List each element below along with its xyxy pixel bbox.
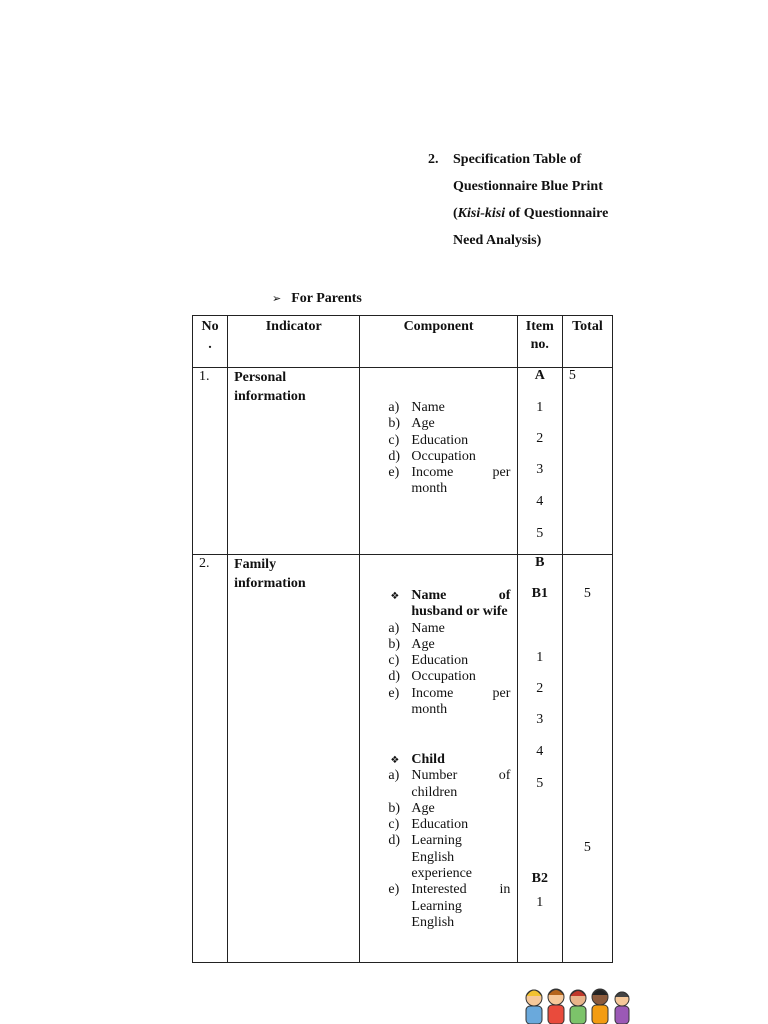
table-header-row: [193, 316, 613, 368]
cell-item-no: B B1 1 2 3 4 5 B2 1: [517, 555, 562, 963]
cell-total: 5: [562, 368, 612, 555]
list-item: a) Number of children: [388, 768, 511, 800]
list-item: c) Education: [388, 432, 469, 448]
section-number: 2.: [428, 152, 439, 167]
cell-no: 1.: [193, 368, 228, 555]
table-row: [193, 555, 613, 963]
cell-component: [360, 555, 517, 963]
list-item: d) Occupation: [388, 448, 476, 464]
list-item: c) Education: [388, 817, 469, 833]
component-list: [388, 400, 510, 498]
list-item: a) Name: [388, 400, 445, 415]
list-item: e) Income per month: [388, 465, 511, 497]
arrow-bullet-icon: ➢: [272, 292, 282, 305]
child-figure: [570, 990, 586, 1024]
header-no: No .: [193, 316, 228, 368]
cell-indicator: Family information: [228, 555, 360, 963]
group-title: ❖ Child: [388, 752, 510, 768]
header-item-no: Item no.: [517, 316, 562, 368]
group-title: ❖ Name of husband or wife: [390, 588, 511, 620]
list-item: d) Learning English experience: [388, 833, 473, 882]
list-item: a) Name: [388, 620, 445, 636]
cell-item-no: A 1 2 3 4 5: [517, 368, 562, 555]
header-indicator: Indicator: [228, 316, 360, 368]
list-item: e) Income per month: [388, 685, 511, 718]
children-clipart-icon: [520, 982, 636, 1024]
list-item: d) Occupation: [388, 669, 476, 685]
subheading: [272, 291, 362, 307]
heading-line-3-rest: of Questionnaire: [505, 206, 609, 221]
section-heading: [428, 146, 658, 254]
diamond-bullet-icon: ❖: [390, 591, 400, 602]
cell-indicator: Personal information: [228, 368, 360, 555]
heading-line-4: Need Analysis): [453, 233, 542, 248]
cell-component: [360, 368, 517, 555]
component-group-child: [388, 752, 510, 931]
table-row: [193, 368, 613, 555]
cell-total: 5 5: [562, 555, 612, 963]
child-figure: [615, 992, 629, 1024]
diamond-bullet-icon: ❖: [390, 755, 400, 766]
paren-open: (: [453, 206, 458, 221]
heading-line-3: [453, 200, 658, 227]
list-item: b) Age: [388, 416, 435, 432]
subheading-text: For Parents: [291, 291, 362, 306]
component-group-spouse: [388, 588, 510, 718]
list-item: b) Age: [388, 636, 435, 652]
child-figure: [526, 990, 542, 1024]
heading-italic-term: Kisi-kisi: [457, 206, 506, 221]
list-item: b) Age: [388, 800, 435, 816]
heading-line-2: Questionnaire Blue Print: [453, 179, 603, 194]
cell-no: 2.: [193, 555, 228, 963]
child-figure: [592, 989, 608, 1024]
specification-table: [192, 315, 613, 963]
list-item: c) Education: [388, 653, 469, 669]
list-item: e) Interested in Learning English: [388, 882, 511, 930]
child-figure: [548, 989, 564, 1024]
header-total: Total: [562, 316, 612, 368]
heading-line-1: Specification Table of: [453, 152, 582, 167]
header-component: Component: [360, 316, 517, 368]
